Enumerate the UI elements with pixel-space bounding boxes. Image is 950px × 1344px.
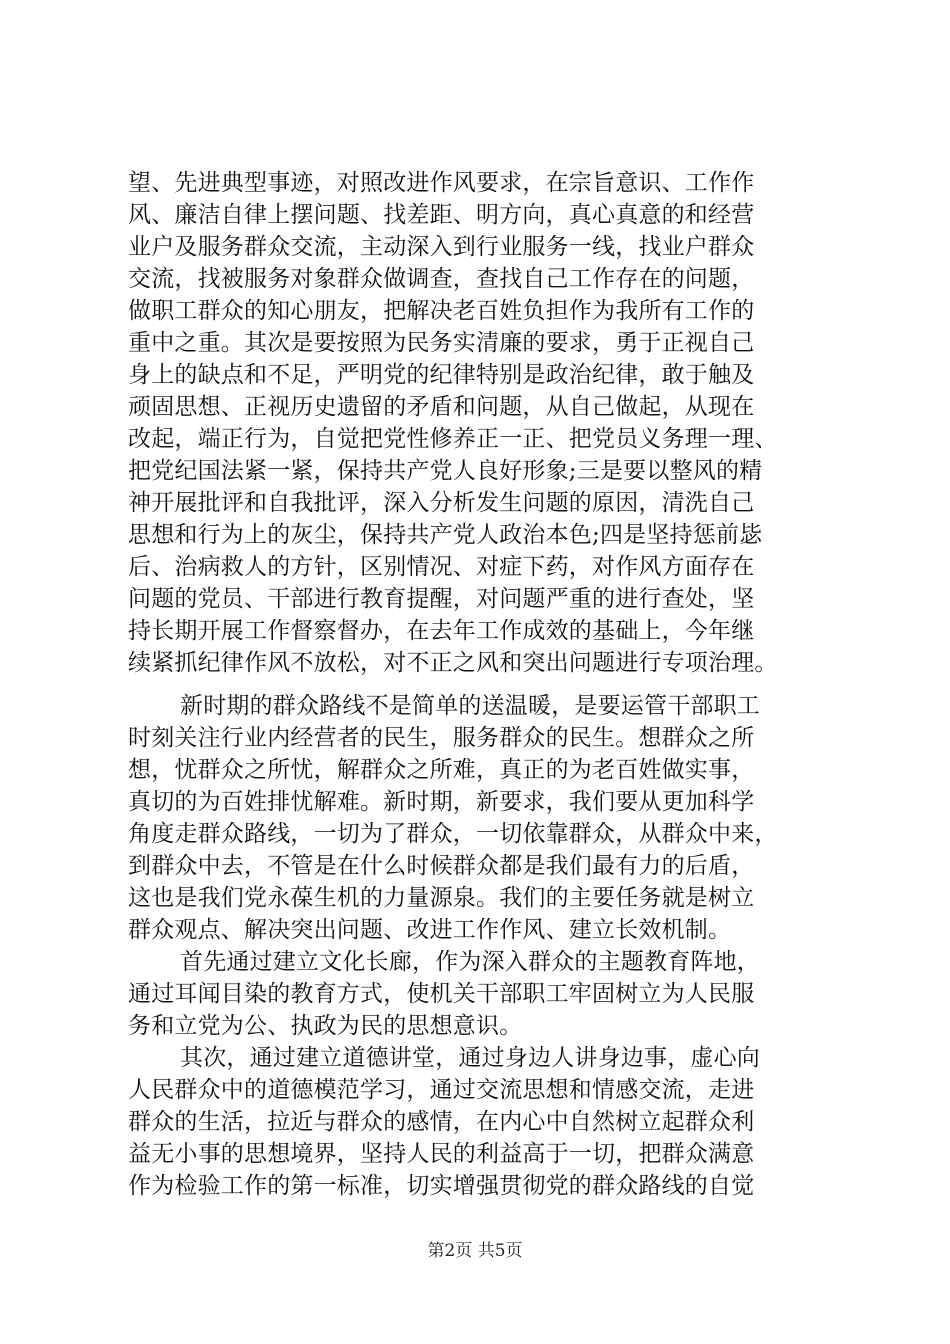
text-line: 作为检验工作的第一标准，切实增强贯彻党的群众路线的自觉 [128, 1173, 755, 1199]
text-line: 首先通过建立文化长廊，作为深入群众的主题教育阵地， [180, 949, 760, 975]
text-line: 神开展批评和自我批评，深入分析发生问题的原因，清洗自己 [128, 490, 755, 516]
text-line: 持长期开展工作督察督办，在去年工作成效的基础上，今年继 [128, 618, 755, 644]
text-line: 其次，通过建立道德讲堂，通过身边人讲身边事，虚心向 [180, 1045, 760, 1071]
text-line: 角度走群众路线，一切为了群众，一切依靠群众，从群众中来， [128, 821, 778, 847]
text-line: 后、治病救人的方针，区别情况、对症下药，对作风方面存在 [128, 554, 755, 580]
text-line: 问题的党员、干部进行教育提醒，对问题严重的进行查处，坚 [128, 586, 755, 612]
text-line: 时刻关注行业内经营者的民生，服务群众的民生。想群众之所 [128, 725, 755, 751]
text-line: 身上的缺点和不足，严明党的纪律特别是政治纪律，敢于触及 [128, 362, 755, 388]
text-line: 到群众中去，不管是在什么时候群众都是我们最有力的后盾， [128, 853, 755, 879]
text-line: 益无小事的思想境界，坚持人民的利益高于一切，把群众满意 [128, 1141, 755, 1167]
page-number-footer: 第2页 共5页 [427, 1241, 523, 1261]
text-line: 新时期的群众路线不是简单的送温暖，是要运管干部职工 [180, 693, 760, 719]
text-line: 群众的生活，拉近与群众的感情，在内心中自然树立起群众利 [128, 1109, 755, 1135]
text-line: 交流，找被服务对象群众做调查，查找自己工作存在的问题， [128, 266, 755, 292]
text-line: 重中之重。其次是要按照为民务实清廉的要求，勇于正视自己 [128, 330, 755, 356]
text-line: 这也是我们党永葆生机的力量源泉。我们的主要任务就是树立 [128, 885, 755, 911]
text-line: 想，忧群众之所忧，解群众之所难，真正的为老百姓做实事， [128, 757, 755, 783]
text-line: 通过耳闻目染的教育方式，使机关干部职工牢固树立为人民服 [128, 981, 755, 1007]
text-line: 风、廉洁自律上摆问题、找差距、明方向，真心真意的和经营 [128, 202, 755, 228]
paragraph-continuation [128, 167, 838, 679]
text-line: 业户及服务群众交流，主动深入到行业服务一线，找业户群众 [128, 234, 755, 260]
paragraph-mass-line [128, 690, 838, 946]
paragraph-moral-lecture [128, 1042, 838, 1202]
text-line: 把党纪国法紧一紧，保持共产党人良好形象;三是要以整风的精 [128, 458, 763, 484]
text-line: 务和立党为公、执政为民的思想意识。 [128, 1013, 523, 1039]
text-line: 续紧抓纪律作风不放松，对不正之风和突出问题进行专项治理。 [128, 650, 778, 676]
body-paragraphs [128, 690, 838, 1202]
paragraph-culture-corridor [128, 946, 838, 1042]
text-line: 望、先进典型事迹，对照改进作风要求，在宗旨意识、工作作 [128, 170, 755, 196]
text-line: 顽固思想、正视历史遗留的矛盾和问题，从自己做起，从现在 [128, 394, 755, 420]
text-line: 人民群众中的道德模范学习，通过交流思想和情感交流，走进 [128, 1077, 755, 1103]
text-line: 群众观点、解决突出问题、改进工作作风、建立长效机制。 [128, 917, 732, 943]
text-line: 真切的为百姓排忧解难。新时期，新要求，我们要从更加科学 [128, 789, 755, 815]
text-line: 改起，端正行为，自觉把党性修养正一正、把党员义务理一理、 [128, 426, 778, 452]
text-line: 做职工群众的知心朋友，把解决老百姓负担作为我所有工作的 [128, 298, 755, 324]
text-line: 思想和行为上的灰尘，保持共产党人政治本色;四是坚持惩前毖 [128, 522, 763, 548]
